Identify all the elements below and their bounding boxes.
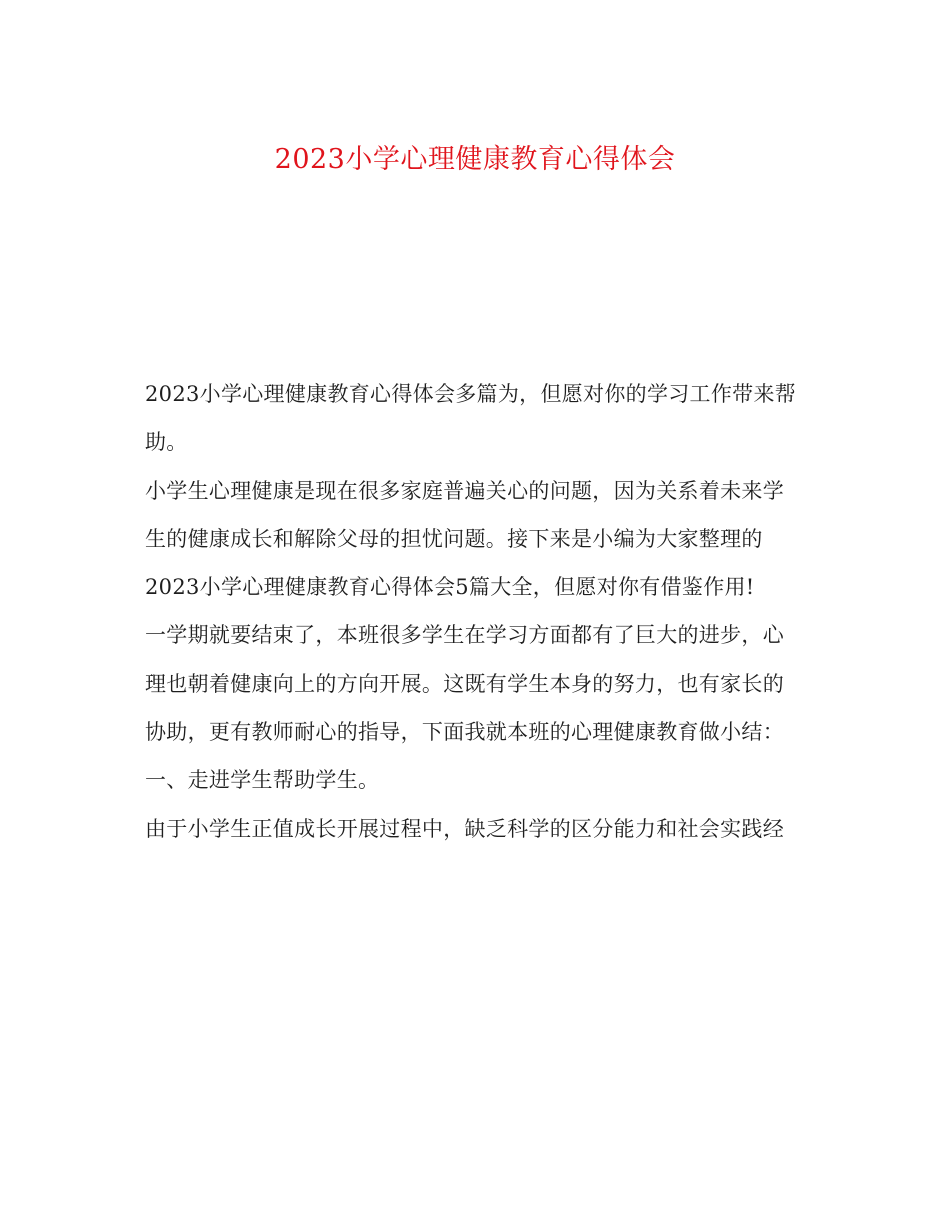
body-line: 理也朝着健康向上的方向开展。这既有学生本身的努力，也有家长的 — [145, 671, 784, 696]
body-line: 小学生心理健康是现在很多家庭普遍关心的问题，因为关系着未来学 — [145, 478, 784, 503]
body-line: 协助，更有教师耐心的指导，下面我就本班的心理健康教育做小结： — [145, 720, 784, 745]
document-title: 2023小学心理健康教育心得体会 — [274, 144, 676, 175]
body-line: 助。 — [145, 430, 188, 455]
body-line: 2023小学心理健康教育心得体会5篇大全，但愿对你有借鉴作用! — [145, 575, 755, 600]
section-heading: 一、走进学生帮助学生。 — [145, 768, 380, 793]
body-line: 一学期就要结束了，本班很多学生在学习方面都有了巨大的进步，心 — [145, 623, 784, 648]
document-body — [145, 370, 815, 853]
body-line: 生的健康成长和解除父母的担忧问题。接下来是小编为大家整理的 — [145, 526, 763, 551]
body-line: 2023小学心理健康教育心得体会多篇为，但愿对你的学习工作带来帮 — [145, 382, 797, 406]
body-line: 由于小学生正值成长开展过程中，缺乏科学的区分能力和社会实践经 — [145, 816, 784, 841]
